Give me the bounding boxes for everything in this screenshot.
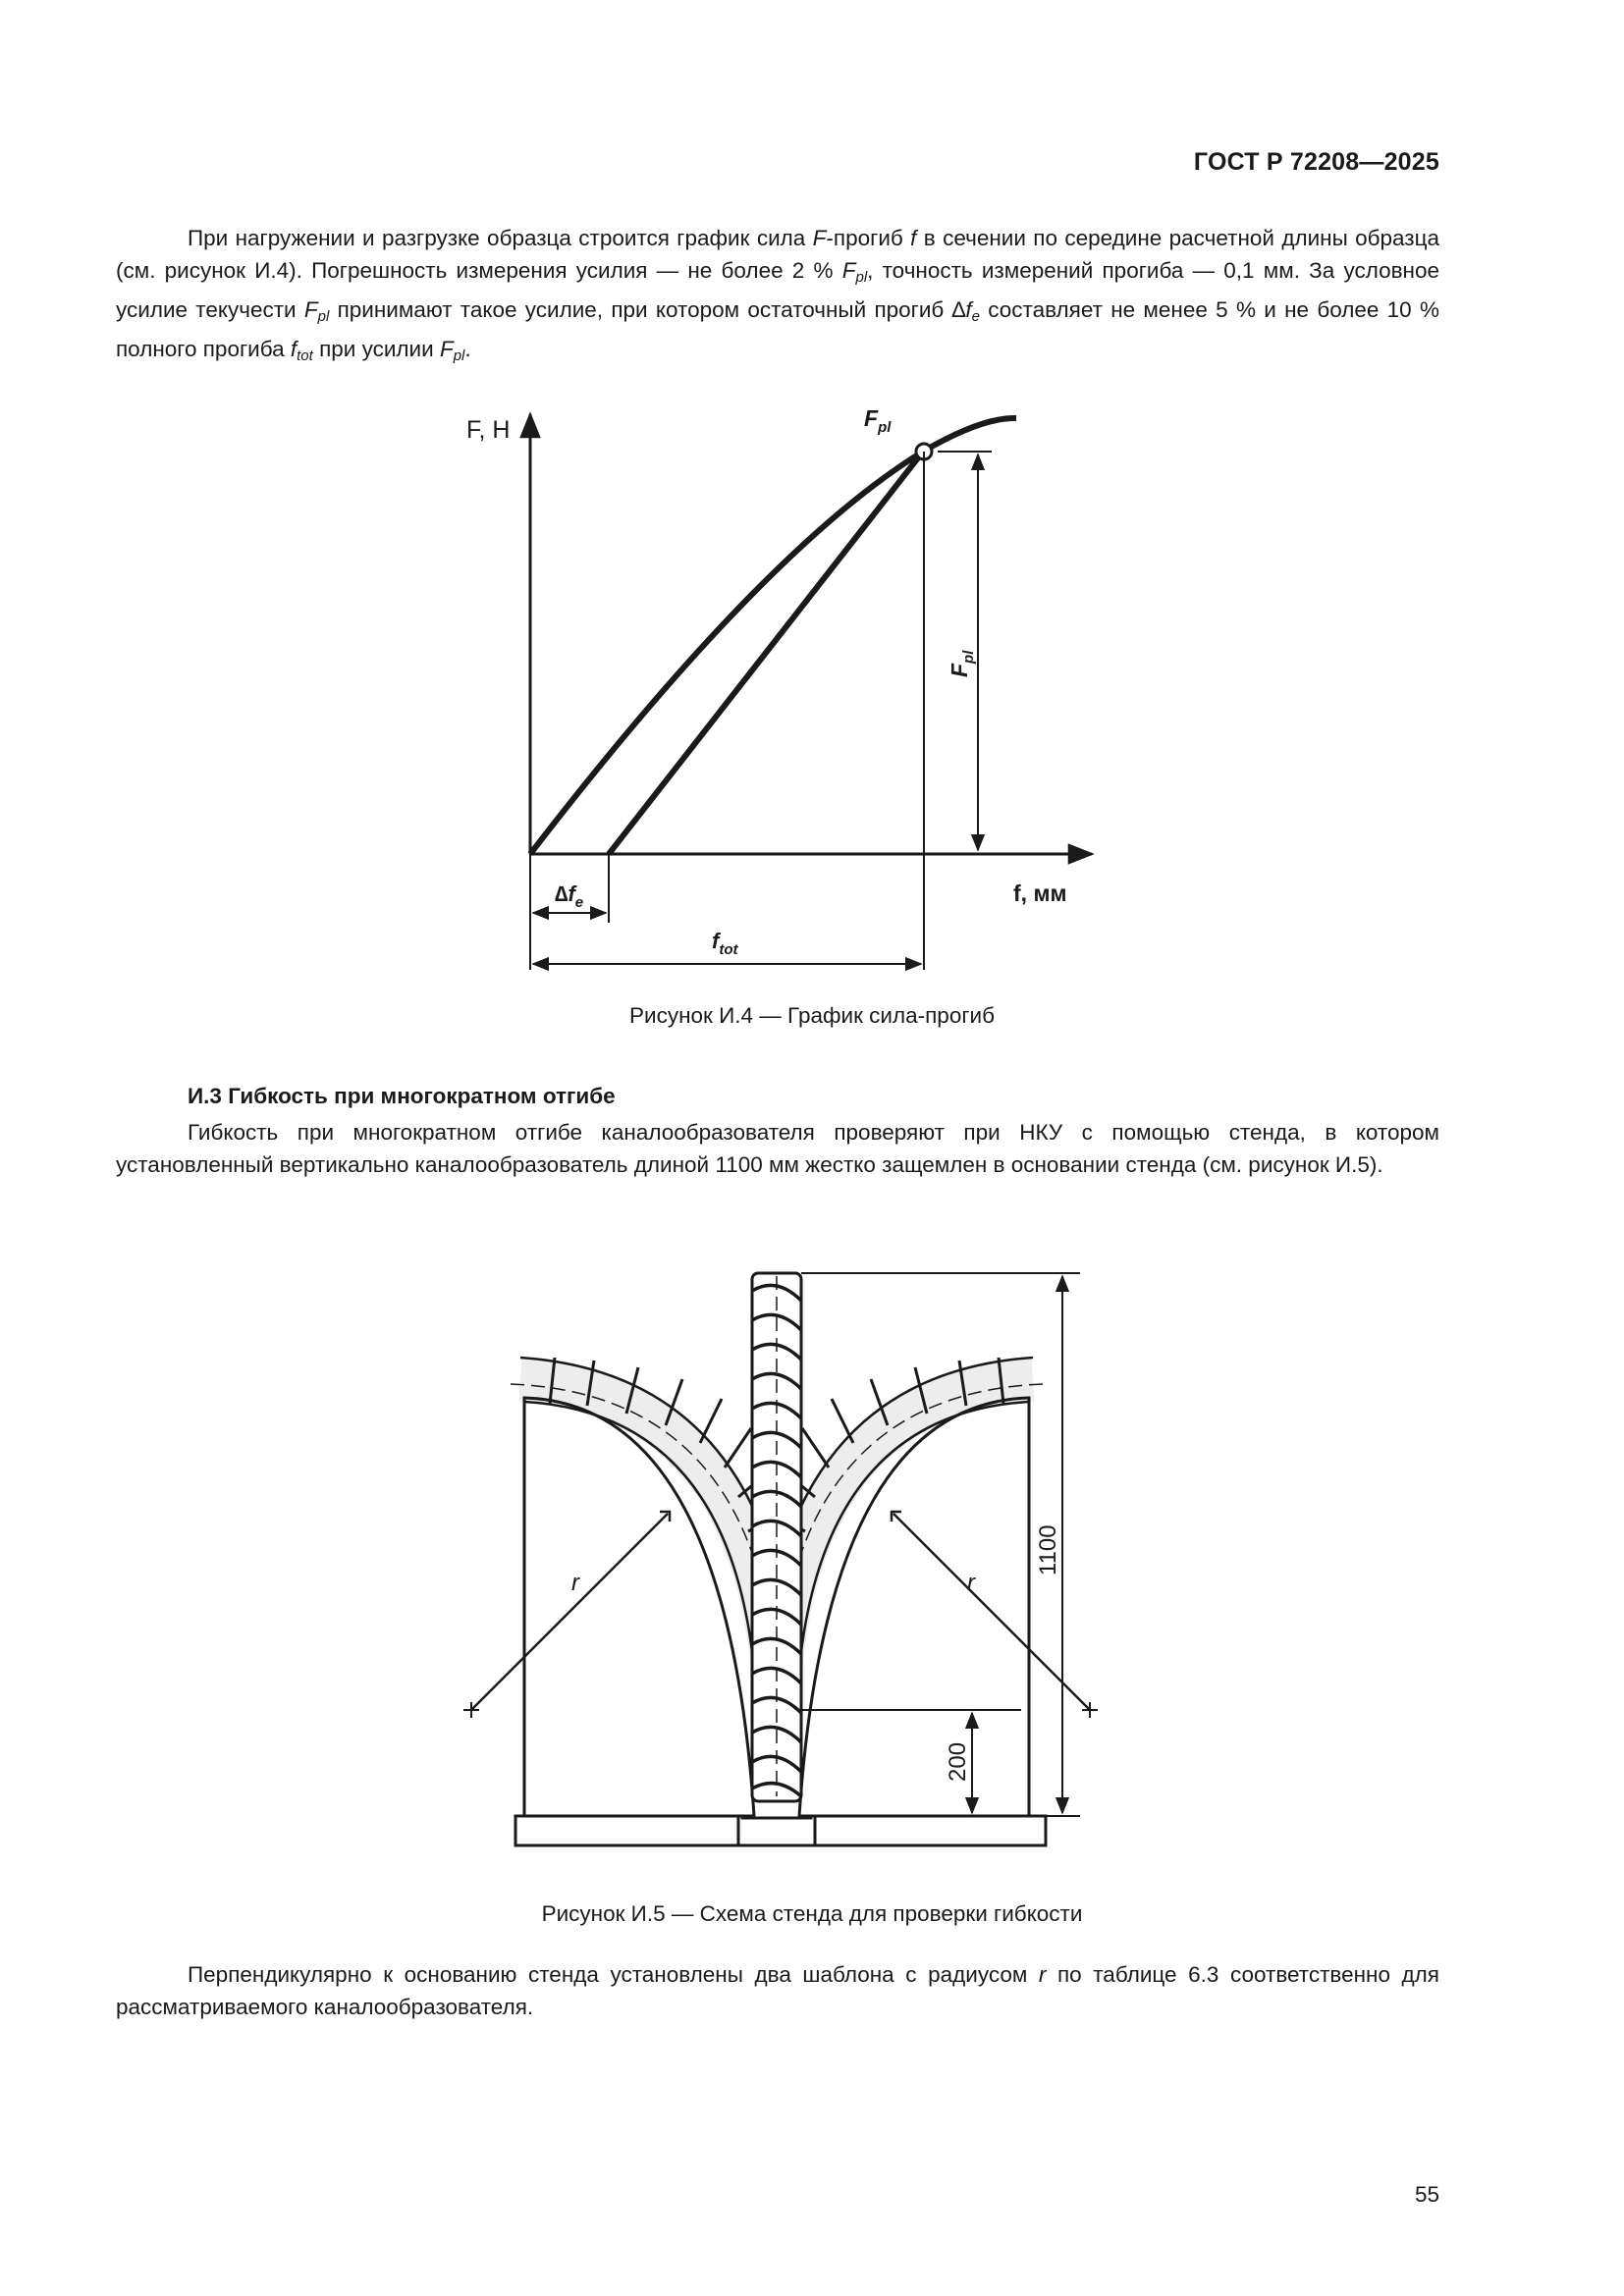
- radius-label-left: r: [571, 1570, 579, 1596]
- paragraph-loading-method: При нагружении и разгрузке образца строится график сила F-прогиб f в сечении по середине расчетной длины образца (см. рисунок И.4). Погрешность измерения усилия — не более 2 % $F_{pl}$, точность измерений прогиба — 0,1 мм. За условное усилие текучести $F_{pl}$ принимают такое усилие, при котором остаточный прогиб $\Delta f_e$ составляет не менее 5 % и не более 10 % полного прогиба $f_{tot}$ при усилии $F_{pl}$.: [116, 226, 1440, 364]
- section-heading: И.3 Гибкость при многократном отгибе: [188, 1084, 616, 1108]
- dimension-fpl-label: $F_{pl}$: [947, 650, 977, 677]
- figure-5-caption: Рисунок И.5 — Схема стенда для проверки гибкости: [541, 1901, 1083, 1926]
- clamp-block: [738, 1816, 815, 1845]
- point-label-fpl: $F_{pl}$: [864, 405, 892, 436]
- x-axis-label: f, мм: [1013, 881, 1067, 906]
- page-number: 55: [1414, 2182, 1439, 2207]
- figure-4-caption: Рисунок И.4 — График сила-прогиб: [629, 1003, 995, 1028]
- standard-id: ГОСТ Р 72208—2025: [1193, 148, 1439, 176]
- paragraph-templates: Перпендикулярно к основанию стенда установлены два шаблона с радиусом r по таблице 6.3 соответственно для рассматриваемого каналообразователя.: [116, 1962, 1439, 2019]
- dimension-200-label: 200: [945, 1741, 971, 1782]
- paragraph-flexibility: Гибкость при многократном отгибе каналообразователя проверяют при НКУ с помощью стенда, в котором установленный вертикально каналообразователь длиной 1100 мм жестко защемлен в основании стенда (см. рисунок И.5).: [116, 1120, 1439, 1177]
- dimension-1100-label: 1100: [1035, 1524, 1061, 1575]
- dimension-ftot-label: $f_{tot}$: [712, 929, 738, 958]
- y-axis-label: F, H: [466, 416, 511, 444]
- dimension-dfe-label: $\Delta f_e$: [555, 881, 584, 911]
- radius-label-right: r: [967, 1570, 975, 1596]
